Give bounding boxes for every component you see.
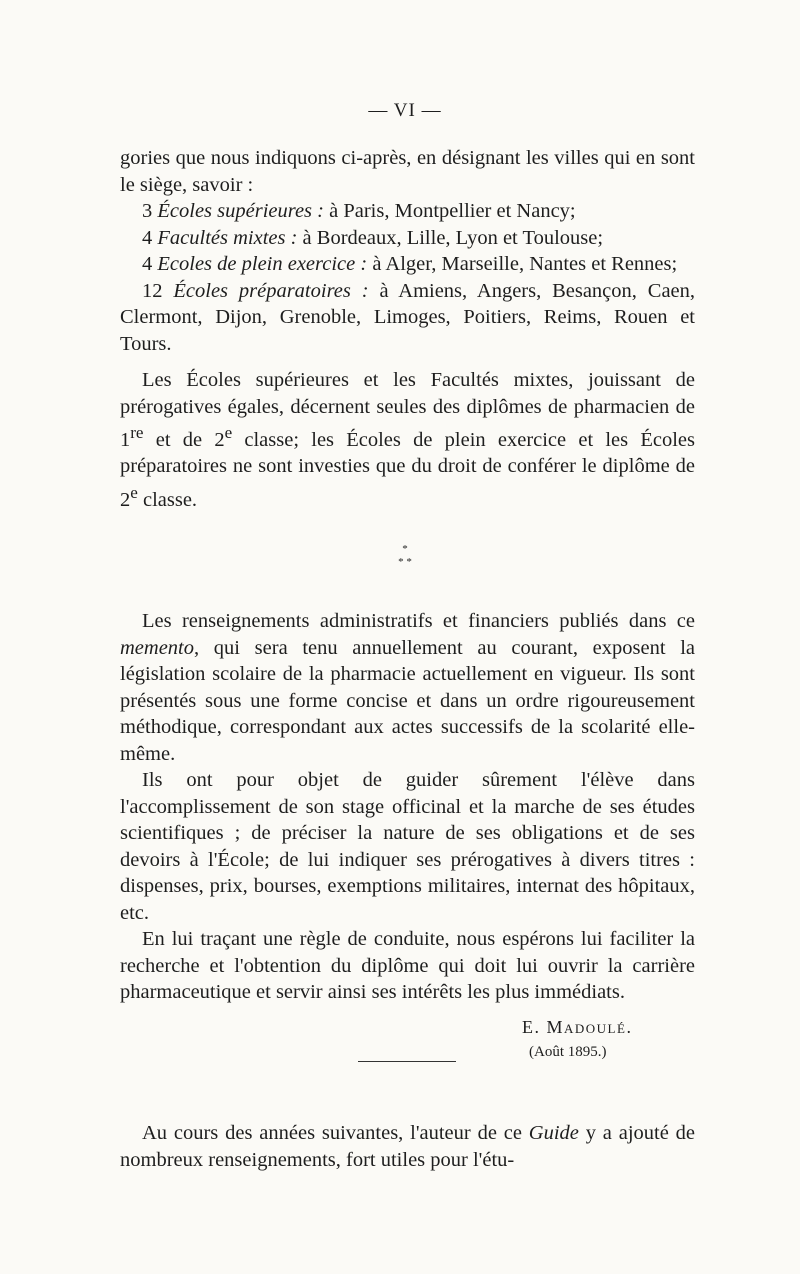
closing-paragraph: Au cours des années suivantes, l'auteur de ce Guide y a ajouté de nombreux renseignements, fort utiles pour l'étu- [120,1122,695,1171]
objet-paragraph: Ils ont pour objet de guider sûrement l'élève dans l'accomplissement de son stage officinal et la marche de ses études scientifiques ; de préciser la nature de ses obligations et de ses devoirs à l'École; de lui indiquer ses prérogatives à divers titres : dispenses, prix, bourses, exemptions militaires, internat des hôpitaux, etc. [120,769,695,924]
asterism: * * * [398,543,412,568]
list-item: 4 Facultés mixtes : à Bordeaux, Lille, Lyon et Toulouse; [142,226,604,249]
list-item: 12 Écoles préparatoires : à Amiens, Angers, Besançon, Caen, Clermont, Dijon, Grenoble, Limoges, Poitiers, Reims, Rouen et Tours. [120,279,696,355]
conduite-paragraph: En lui traçant une règle de conduite, nous espérons lui faciliter la recherche et l'obtention du diplôme qui doit lui ouvrir la carrière pharmaceutique et servir ainsi ses intérêts les plus immédiats. [120,928,695,1003]
text-block-middle [120,608,695,1006]
renseignements-paragraph: Les renseignements administratifs et financiers publiés dans ce memento, qui sera tenu annuellement au courant, exposent la législation scolaire de la pharmacie actuellement en vigueur. Ils sont présentés sous une forme concise et dans un ordre rigoureusement méthodique, correspondant aux actes successifs de la scolarité elle-même. [120,610,695,765]
text-block-bottom [120,1120,695,1173]
text-block-top [120,145,695,513]
school-list [120,198,695,357]
signature-date: (Août 1895.) [529,1044,607,1060]
list-item: 4 Ecoles de plein exercice : à Alger, Marseille, Nantes et Rennes; [142,253,678,275]
diplomas-paragraph: Les Écoles supérieures et les Facultés mixtes, jouissant de prérogatives égales, décernent seules des diplômes de pharmacien de 1re et de 2e classe; les Écoles de plein exercice et les Écoles préparatoires ne sont investies que du droit de conférer le diplôme de 2e classe. [120,369,695,511]
intro-paragraph: gories que nous indiquons ci-après, en désignant les villes qui en sont le siège, savoir : [120,147,695,196]
page-number: — VI — [368,100,442,121]
separator-rule [358,1061,456,1062]
list-item: 3 Écoles supérieures : à Paris, Montpellier et Nancy; [142,200,576,222]
author-signature: E. Madoulé. [522,1017,633,1037]
